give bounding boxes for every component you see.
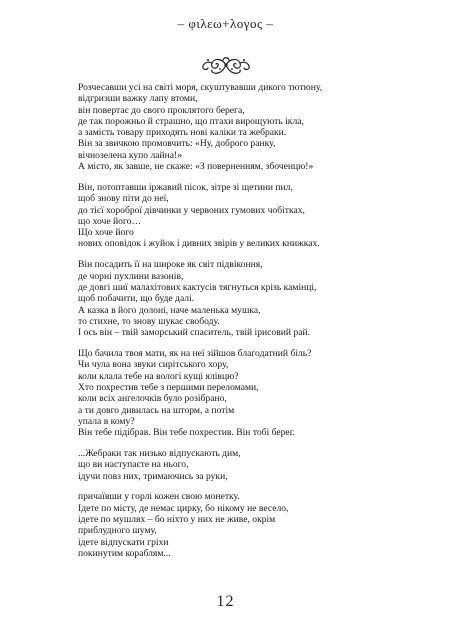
poem-stanza bbox=[78, 491, 418, 559]
poem-line: ідучи повз них, тримаючись за руки, bbox=[78, 470, 228, 482]
poem-line: приблудного шуму, bbox=[78, 525, 157, 537]
poem-line: Розчесавши усі на світі моря, скуштувавши дикого тютюну, bbox=[78, 82, 323, 93]
poem-line: причаївши у горлі кожен свою монетку. bbox=[78, 491, 240, 503]
poem-line: Він за звичкою промовчить: «Ну, доброго ранку, bbox=[78, 138, 276, 150]
poem-line: упала в кому? bbox=[78, 415, 135, 427]
poem-line: Він посадить її на широке як світ підвіконня, bbox=[78, 259, 263, 271]
page-number: 12 bbox=[216, 593, 235, 610]
poem-line: де довгі шиї малахітових кактусів тягнуться крізь камінці, bbox=[78, 281, 317, 293]
poem-stanza bbox=[78, 259, 418, 338]
poem-line: що ви наступаєте на нього, bbox=[78, 459, 189, 471]
poem-line: ідете по мушлях – бо ніхто у них не живе, окрім bbox=[78, 514, 276, 526]
poem-line: нових оповідок і жуйок і дивних звірів у великих книжках. bbox=[78, 238, 320, 250]
poem-line: А місто, як завше, не скаже: «З поверненням, збоченцю!» bbox=[78, 161, 314, 173]
poem-stanza bbox=[78, 448, 418, 482]
poem-line: щоб побачити, що буде далі. bbox=[78, 293, 195, 305]
poem-line: коли всіх ангелочків було розібрано, bbox=[78, 393, 227, 405]
poem-line: щоб знову піти до неї, bbox=[78, 193, 169, 205]
poem-line: він повертає до свого проклятого берега, bbox=[78, 104, 245, 116]
poem-line: а замість товару приходять нові каліки та жебраки. bbox=[78, 127, 287, 139]
poem-line: Що бачила твоя мати, як на неї зійшов благодатний біль? bbox=[78, 348, 312, 360]
poem-stanza bbox=[78, 82, 418, 172]
poem-stanza bbox=[78, 182, 418, 250]
poem-line: де так порожньо й страшно, що птахи вирощують ікла, bbox=[78, 115, 304, 127]
poem-line: що хоче його… bbox=[78, 215, 142, 227]
poem-line: до тієї хороброї дівчинки у червоних гумових чобітках, bbox=[78, 204, 305, 216]
poem-line: ідете відпускати гріхи bbox=[78, 536, 169, 548]
poem-line: коли клала тебе на вологі кущі ялівцю? bbox=[78, 370, 239, 382]
poem-line: то стихне, то знову шукає свободу. bbox=[78, 315, 220, 327]
poem-line: Він тебе підібрав. Він тебе похрестив. Він тобі берег. bbox=[78, 427, 295, 439]
poem-line: вічнозелена купо лайна!» bbox=[78, 149, 183, 161]
poem-line: Він, потоптавши іржавий пісок, зітре зі щетини пил, bbox=[78, 181, 293, 193]
poem-line: ...Жебраки так низько відпускають дим, bbox=[78, 447, 241, 459]
poem-line: відгризши важку лапу втоми, bbox=[78, 93, 198, 105]
poem-line: де чорні пухлини вазонів, bbox=[78, 270, 184, 282]
poem-line: І ось він – твій заморський спаситель, твій ірисовий рай. bbox=[78, 327, 310, 339]
poem-line: Чи чула вона звуки сирітського хору, bbox=[78, 359, 229, 371]
floral-ornament-icon bbox=[200, 54, 252, 76]
poem-stanza bbox=[78, 348, 418, 438]
running-header: – φιλεω+λογος – bbox=[177, 16, 274, 31]
poem-line: покинутим кораблям... bbox=[78, 547, 171, 559]
poem-body bbox=[78, 82, 418, 559]
poem-line: А казка в його долоні, наче маленька мушка, bbox=[78, 304, 261, 316]
poem-line: Ідете по місту, де немає цирку, бо нікому не весело, bbox=[78, 502, 289, 514]
poem-line: Що хоче його bbox=[78, 227, 134, 239]
poem-line: а ти довго дивилась на шторм, а потім bbox=[78, 404, 235, 416]
poem-line: Хто похрестив тебе з першими переломами, bbox=[78, 381, 259, 393]
